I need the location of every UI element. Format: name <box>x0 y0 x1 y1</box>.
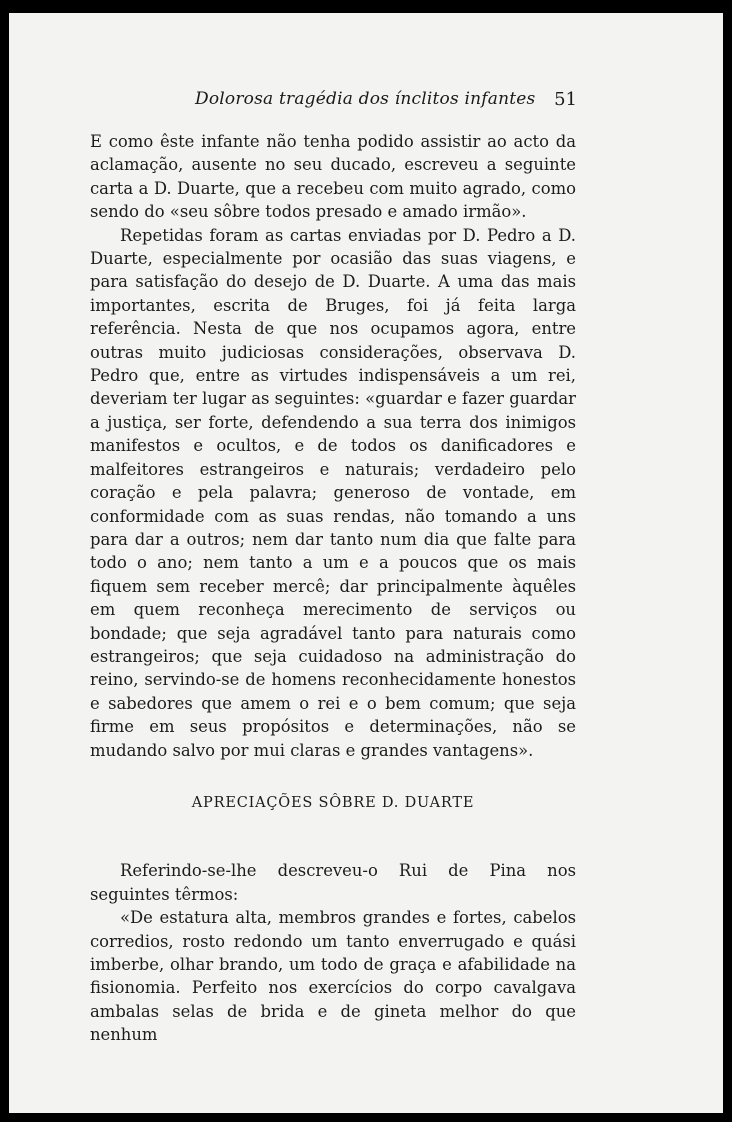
paragraph-cartas: Repetidas foram as cartas enviadas por D. Pedro a D. Duarte, especialmente por ocasião das suas viagens, e para satisfação do desejo de D. Duarte. A uma das mais importantes, escrita de Bruges, foi já feita larga referência. Nesta de que nos ocupamos agora, entre outras muito judiciosas considerações, observava D. Pedro que, entre as virtudes indispensáveis a um rei, deveriam ter lugar as seguintes: «guardar e fazer guardar a justiça, ser forte, defendendo a sua terra dos inimigos manifestos e ocultos, e de todos os danificadores e malfeitores estrangeiros e naturais; verdadeiro pelo coração e pela palavra; generoso de vontade, em conformidade com as suas rendas, não tomando a uns para dar a outros; nem dar tanto num dia que falte para todo o ano; nem tanto a um e a poucos que os mais fiquem sem receber mercê; dar principalmente àquêles em quem reconheça merecimento de serviços ou bondade; que seja agradável tanto para naturais como estrangeiros; que seja cuidadoso na administração do reino, servindo-se de homens reconhecidamente honestos e sabedores que amem o rei e o bem comum; que seja firme em seus propósitos e determinações, não se mudando salvo por mui claras e grandes vantagens». <box>90 225 576 760</box>
running-title: Dolorosa tragédia dos ínclitos infantes <box>195 89 536 109</box>
page-body <box>90 130 576 1047</box>
page-header <box>87 89 577 115</box>
paragraph-description: «De estatura alta, membros grandes e fortes, cabelos corredios, rosto redondo um tanto enverrugado e quási imberbe, olhar brando, um todo de graça e afabilidade na fisionomia. Perfeito nos exercícios do corpo cavalgava ambalas selas de brida e de gineta melhor do que nenhum <box>90 908 576 1045</box>
section-spacer-after <box>90 815 576 859</box>
paragraph-rui-de-pina: Referindo-se-lhe descreveu-o Rui de Pina nos seguintes têrmos: <box>90 861 576 904</box>
book-page <box>9 13 723 1113</box>
section-heading: APRECIAÇÕES SÔBRE D. DUARTE <box>191 794 475 811</box>
page-number: 51 <box>554 89 577 110</box>
paragraph-aclamacao: E como êste infante não tenha podido assistir ao acto da aclamação, ausente no seu ducado, escreveu a seguinte carta a D. Duarte, que a recebeu com muito agrado, como sendo do «seu sôbre todos presado e amado irmão». <box>90 132 576 222</box>
section-spacer <box>90 762 576 792</box>
